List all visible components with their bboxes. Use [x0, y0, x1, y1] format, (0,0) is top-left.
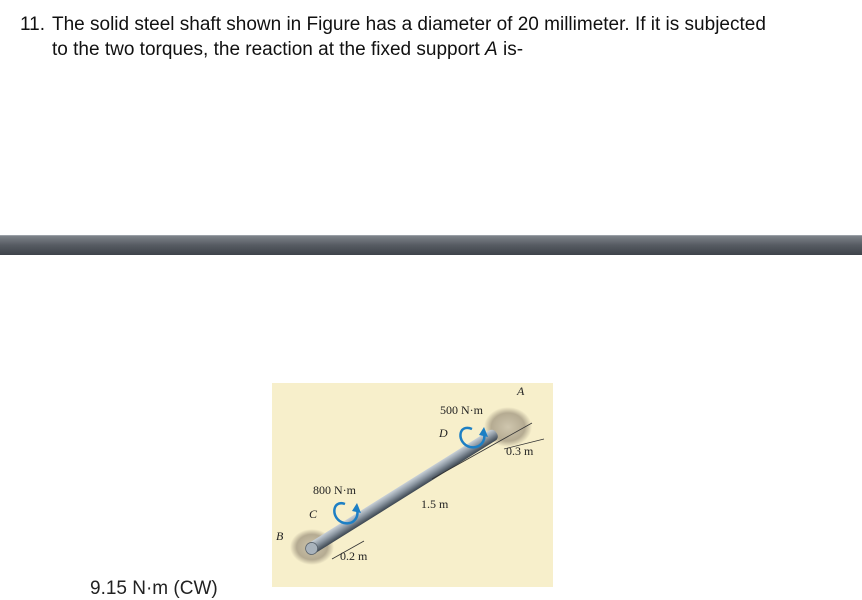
question-line-2-suffix: is- [497, 39, 524, 60]
question-number: 11. [20, 14, 46, 35]
divider-bar [0, 235, 862, 255]
distance-cd-label: 1.5 m [421, 497, 449, 511]
point-a-label: A [517, 384, 525, 398]
question-line-1-text: The solid steel shaft shown in Figure has a diameter of 20 millimeter. If it is subjected [52, 14, 766, 35]
torque-d-label: 500 N·m [440, 403, 483, 417]
torque-c-arrowhead [352, 503, 361, 513]
support-variable: A [485, 39, 498, 60]
question-line-1 [20, 12, 840, 37]
torque-c-label: 800 N·m [313, 483, 356, 497]
answer-option-cutoff: 9.15 N·m (CW) [90, 578, 218, 599]
question-line-2-prefix: to the two torques, the reaction at the fixed support [52, 39, 486, 60]
point-b-label: B [276, 529, 284, 543]
distance-da-label: 0.3 m [506, 444, 534, 458]
shaft-diagram [272, 383, 553, 587]
point-c-label: C [309, 507, 318, 521]
question-line-2 [20, 37, 840, 62]
distance-bc-label: 0.2 m [340, 549, 368, 563]
point-d-label: D [439, 426, 448, 440]
shaft-figure [272, 383, 553, 587]
question-text [20, 12, 840, 62]
